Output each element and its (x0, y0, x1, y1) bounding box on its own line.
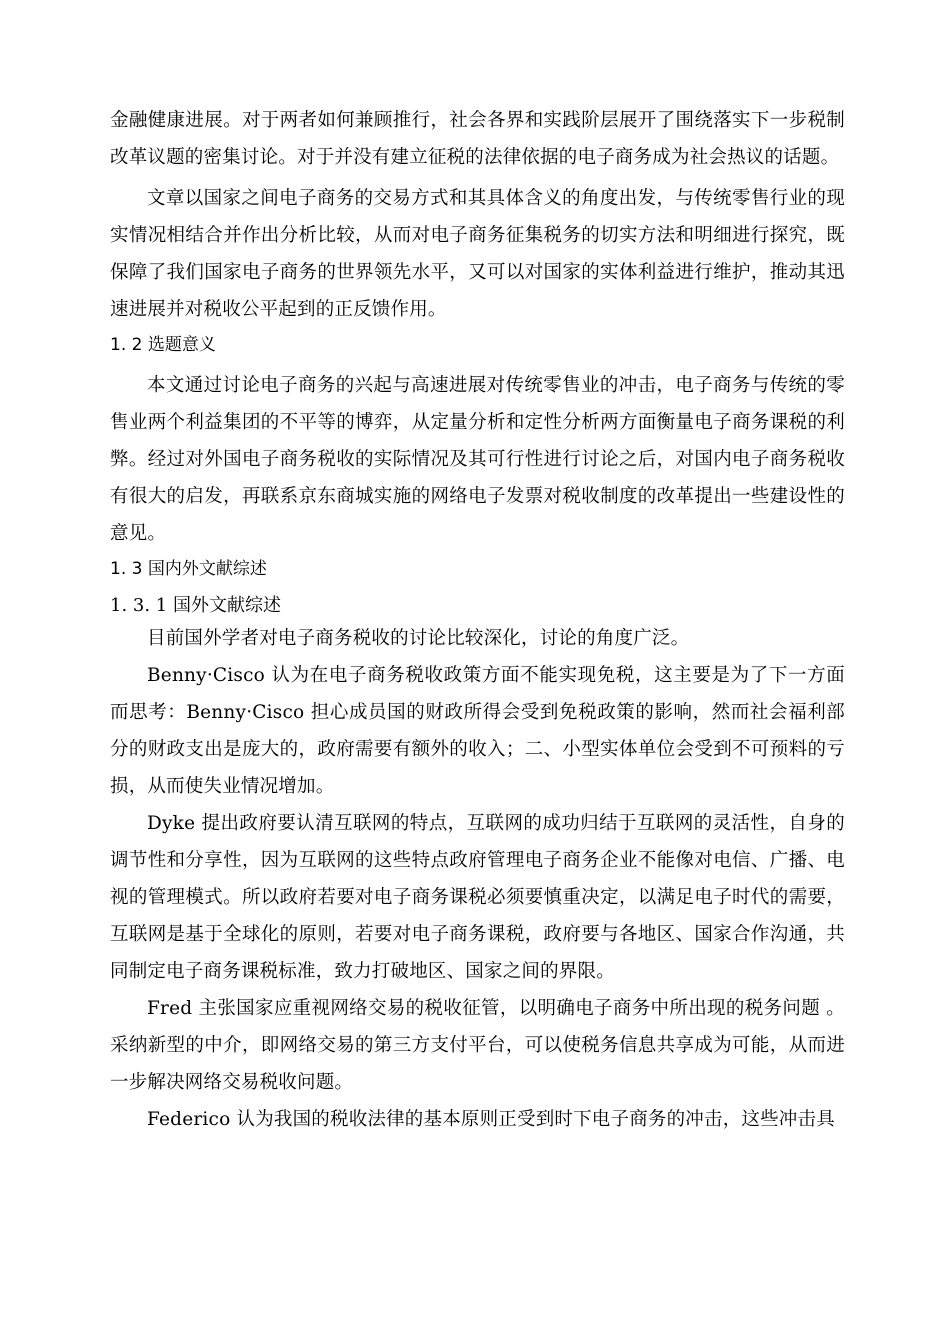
section-heading-1-2: 1. 2 选题意义 (110, 335, 216, 355)
paragraph-topic-significance: 本文通过讨论电子商务的兴起与高速进展对传统零售业的冲击，电子商务与传统的零售业两个利益集团的不平等的博弈，从定量分析和定性分析两方面衡量电子商务课税的利弊。经过对外国电子商务税收的实际情况及其可行性进行讨论之后，对国内电子商务税收有很大的启发，再联系京东商城实施的网络电子发票对税收制度的改革提出一些建设性的意见。 (110, 375, 845, 544)
subsection-heading-1-3-1: 1. 3. 1 国外文献综述 (110, 595, 281, 616)
document-page (110, 102, 845, 1138)
paragraph-dyke: Dyke 提出政府要认清互联网的特点，互联网的成功归结于互联网的灵活性，自身的调节性和分享性，因为互联网的这些特点政府管理电子商务企业不能像对电信、广播、电视的管理模式。所以政府若要对电子商务课税必须要慎重决定，以满足电子时代的需要，互联网是基于全球化的原则，若要对电子商务课税，政府要与各地区、国家合作沟通，共同制定电子商务课税标准，致力打破地区、国家之间的界限。 (110, 813, 845, 982)
paragraph-article-purpose: 文章以国家之间电子商务的交易方式和其具体含义的角度出发，与传统零售行业的现实情况相结合并作出分析比较，从而对电子商务征集税务的切实方法和明细进行探究，既保障了我们国家电子商务的世界领先水平，又可以对国家的实体利益进行维护，推动其迅速进展并对税收公平起到的正反馈作用。 (110, 188, 845, 320)
section-heading-1-3: 1. 3 国内外文献综述 (110, 559, 267, 579)
paragraph-federico: Federico 认为我国的税收法律的基本原则正受到时下电子商务的冲击，这些冲击具 (147, 1109, 835, 1130)
paragraph-foreign-overview: 目前国外学者对电子商务税收的讨论比较深化，讨论的角度广泛。 (147, 628, 690, 649)
paragraph-intro-continued: 金融健康进展。对于两者如何兼顾推行，社会各界和实践阶层展开了围绕落实下一步税制改革议题的密集讨论。对于并没有建立征税的法律依据的电子商务成为社会热议的话题。 (110, 110, 845, 168)
paragraph-benny-cisco: Benny·Cisco 认为在电子商务税收政策方面不能实现免税，这主要是为了下一方面而思考：Benny·Cisco 担心成员国的财政所得会受到免税政策的影响，然而社会福利部分的财政支出是庞大的，政府需要有额外的收入；二、小型实体单位会受到不可预料的亏损，从而使失业情况增加。 (110, 665, 845, 797)
paragraph-fred: Fred 主张国家应重视网络交易的税收征管，以明确电子商务中所出现的税务问题 。采纳新型的中介，即网络交易的第三方支付平台，可以使税务信息共享成为可能，从而进一步解决网络交易税收问题。 (110, 998, 845, 1093)
